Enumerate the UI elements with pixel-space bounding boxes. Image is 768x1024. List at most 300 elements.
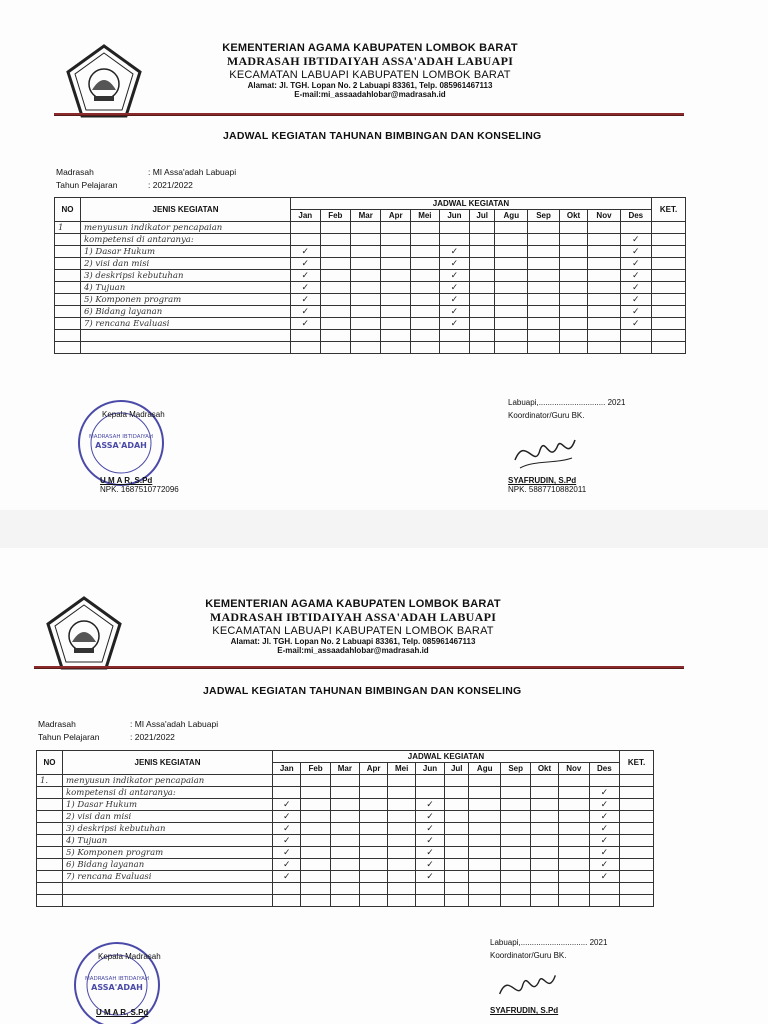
stamp-line2: ASSA'ADAH: [91, 983, 143, 992]
coordinator-signature-block: [490, 938, 607, 960]
stamp-line1: MADRASAH IBTIDAIYAH: [84, 976, 150, 982]
schedule-cell: [588, 342, 620, 354]
schedule-cell: [411, 222, 440, 234]
row-number: [55, 270, 81, 282]
madrasah-value: : MI Assa'adah Labuapi: [148, 167, 237, 177]
schedule-cell: [495, 258, 528, 270]
note-cell: [652, 318, 686, 330]
table-row: [55, 294, 686, 306]
schedule-cell: [559, 318, 588, 330]
month-header: Mar: [351, 210, 381, 222]
schedule-cell: [381, 306, 411, 318]
schedule-cell: [469, 787, 501, 799]
note-cell: [652, 330, 686, 342]
coordinator-role: Koordinator/Guru BK.: [490, 951, 567, 960]
document-page-1: [0, 0, 768, 510]
head-role: Kepala Madrasah: [98, 952, 161, 961]
schedule-cell: [301, 883, 330, 895]
schedule-cell: ✓: [439, 270, 469, 282]
schedule-cell: [588, 234, 620, 246]
month-header: Apr: [359, 763, 387, 775]
row-number: [55, 246, 81, 258]
col-activity-header: JENIS KEGIATAN: [63, 751, 273, 775]
activity-cell: 6) Bidang layanan: [81, 306, 291, 318]
schedule-cell: [531, 835, 559, 847]
schedule-cell: ✓: [620, 270, 651, 282]
schedule-cell: [558, 871, 589, 883]
schedule-cell: [469, 859, 501, 871]
schedule-cell: [589, 883, 619, 895]
row-number: [37, 799, 63, 811]
table-row: [55, 282, 686, 294]
schedule-cell: [470, 330, 495, 342]
schedule-cell: [320, 282, 350, 294]
table-row: [37, 823, 654, 835]
document-title: JADWAL KEGIATAN TAHUNAN BIMBINGAN DAN KONSELING: [203, 685, 522, 697]
note-cell: [620, 847, 654, 859]
note-cell: [652, 342, 686, 354]
month-header: Feb: [301, 763, 330, 775]
schedule-cell: ✓: [415, 835, 444, 847]
schedule-cell: [381, 270, 411, 282]
note-cell: [620, 871, 654, 883]
schedule-cell: [528, 246, 559, 258]
col-no-header: NO: [55, 198, 81, 222]
month-header: Sep: [528, 210, 559, 222]
schedule-cell: [320, 294, 350, 306]
schedule-cell: [559, 222, 588, 234]
schedule-cell: [359, 859, 387, 871]
schedule-cell: [388, 871, 416, 883]
schedule-cell: ✓: [620, 294, 651, 306]
schedule-cell: [501, 895, 531, 907]
schedule-cell: ✓: [589, 847, 619, 859]
schedule-cell: [330, 799, 359, 811]
schedule-cell: ✓: [415, 859, 444, 871]
row-number: [55, 306, 81, 318]
schedule-cell: [301, 787, 330, 799]
schedule-cell: ✓: [620, 318, 651, 330]
letterhead: [158, 598, 548, 655]
activity-cell: 2) visi dan misi: [63, 811, 273, 823]
schedule-cell: [588, 294, 620, 306]
month-header: Jun: [439, 210, 469, 222]
schedule-cell: [359, 787, 387, 799]
schedule-cell: [388, 787, 416, 799]
schedule-cell: ✓: [273, 859, 301, 871]
schedule-cell: [470, 270, 495, 282]
ministry-logo-icon: [66, 44, 142, 120]
schedule-cell: [381, 222, 411, 234]
stamp-line1: MADRASAH IBTIDAIYAH: [88, 434, 154, 440]
note-cell: [620, 823, 654, 835]
schedule-cell: [381, 282, 411, 294]
schedule-cell: [469, 895, 501, 907]
schedule-cell: [359, 883, 387, 895]
schedule-cell: [445, 811, 469, 823]
schedule-cell: [559, 342, 588, 354]
row-number: [55, 234, 81, 246]
schedule-cell: [359, 847, 387, 859]
schedule-cell: [559, 306, 588, 318]
row-number: [37, 895, 63, 907]
row-number: 1.: [37, 775, 63, 787]
schedule-cell: [320, 246, 350, 258]
schedule-cell: [359, 871, 387, 883]
schedule-cell: [588, 246, 620, 258]
schedule-cell: [445, 799, 469, 811]
row-number: [37, 811, 63, 823]
schedule-cell: [559, 294, 588, 306]
madrasah-value: : MI Assa'adah Labuapi: [130, 719, 219, 729]
schedule-cell: [588, 258, 620, 270]
note-cell: [620, 787, 654, 799]
year-value: : 2021/2022: [148, 180, 193, 190]
month-header: Nov: [558, 763, 589, 775]
activity-cell: 5) Komponen program: [63, 847, 273, 859]
schedule-cell: [330, 871, 359, 883]
schedule-cell: [320, 342, 350, 354]
schedule-cell: [445, 859, 469, 871]
col-no-header: NO: [37, 751, 63, 775]
schedule-cell: [411, 246, 440, 258]
schedule-cell: [273, 787, 301, 799]
schedule-cell: ✓: [415, 847, 444, 859]
coordinator-name-block: [490, 1006, 558, 1015]
schedule-cell: [528, 294, 559, 306]
year-label: Tahun Pelajaran: [38, 732, 100, 742]
schedule-cell: [620, 342, 651, 354]
schedule-cell: [469, 775, 501, 787]
schedule-cell: [273, 775, 301, 787]
letterhead-rule: [54, 113, 684, 116]
row-number: [37, 871, 63, 883]
note-cell: [620, 811, 654, 823]
note-cell: [652, 270, 686, 282]
schedule-cell: [558, 775, 589, 787]
note-cell: [652, 222, 686, 234]
schedule-cell: [495, 282, 528, 294]
head-name: U M A R, S.Pd: [100, 476, 153, 485]
schedule-cell: [531, 859, 559, 871]
schedule-cell: [351, 222, 381, 234]
schedule-cell: [469, 811, 501, 823]
table-row: [55, 270, 686, 282]
schedule-cell: [351, 234, 381, 246]
activity-cell: 1) Dasar Hukum: [63, 799, 273, 811]
schedule-cell: [558, 787, 589, 799]
schedule-cell: [359, 835, 387, 847]
schedule-cell: [470, 306, 495, 318]
schedule-cell: [528, 282, 559, 294]
row-number: [37, 787, 63, 799]
schedule-cell: ✓: [620, 282, 651, 294]
schedule-cell: ✓: [439, 306, 469, 318]
schedule-cell: [470, 282, 495, 294]
schedule-table: [36, 750, 654, 907]
table-row: [37, 775, 654, 787]
schedule-cell: [301, 859, 330, 871]
schedule-cell: [411, 306, 440, 318]
note-cell: [652, 258, 686, 270]
month-header: Agu: [495, 210, 528, 222]
schedule-cell: [351, 330, 381, 342]
schedule-cell: ✓: [273, 823, 301, 835]
schedule-cell: [415, 775, 444, 787]
row-number: 1: [55, 222, 81, 234]
activity-cell: menyusun indikator pencapaian: [63, 775, 273, 787]
schedule-cell: [415, 787, 444, 799]
month-header: Jul: [445, 763, 469, 775]
head-name-block: [100, 476, 179, 494]
schedule-cell: [501, 799, 531, 811]
schedule-cell: [330, 811, 359, 823]
table-row: [37, 835, 654, 847]
schedule-cell: ✓: [415, 871, 444, 883]
ministry-name: KEMENTERIAN AGAMA KABUPATEN LOMBOK BARAT: [222, 42, 518, 54]
schedule-cell: [531, 787, 559, 799]
note-cell: [620, 883, 654, 895]
table-row: [55, 222, 686, 234]
schedule-cell: [501, 883, 531, 895]
table-row: [55, 246, 686, 258]
schedule-cell: [445, 871, 469, 883]
stamp-line2: ASSA'ADAH: [95, 441, 147, 450]
table-row: [37, 847, 654, 859]
row-number: [55, 294, 81, 306]
activity-cell: 3) deskripsi kebutuhan: [81, 270, 291, 282]
schedule-cell: [469, 883, 501, 895]
activity-cell: 4) Tujuan: [81, 282, 291, 294]
address: Alamat: Jl. TGH. Lopan No. 2 Labuapi 83361, Telp. 085961467113: [247, 81, 493, 90]
schedule-cell: ✓: [273, 835, 301, 847]
schedule-cell: ✓: [291, 282, 321, 294]
schedule-cell: ✓: [291, 318, 321, 330]
schedule-cell: [388, 835, 416, 847]
month-header: Des: [620, 210, 651, 222]
table-row: [37, 811, 654, 823]
schedule-cell: [415, 883, 444, 895]
district-name: KECAMATAN LABUAPI KABUPATEN LOMBOK BARAT: [212, 625, 494, 637]
row-number: [55, 258, 81, 270]
activity-cell: 5) Komponen program: [81, 294, 291, 306]
activity-cell: [63, 895, 273, 907]
schedule-cell: [501, 835, 531, 847]
activity-cell: [81, 342, 291, 354]
schedule-cell: [495, 294, 528, 306]
activity-cell: [81, 330, 291, 342]
schedule-cell: [320, 258, 350, 270]
schedule-cell: [330, 895, 359, 907]
schedule-cell: [469, 871, 501, 883]
schedule-cell: [531, 811, 559, 823]
schedule-cell: [445, 823, 469, 835]
schedule-cell: [501, 811, 531, 823]
schedule-cell: [273, 895, 301, 907]
col-schedule-header: JADWAL KEGIATAN: [273, 751, 620, 763]
month-header: Jan: [273, 763, 301, 775]
schedule-cell: [381, 258, 411, 270]
schedule-cell: ✓: [439, 258, 469, 270]
schedule-cell: [589, 895, 619, 907]
activity-cell: menyusun indikator pencapaian: [81, 222, 291, 234]
coordinator-name-block: [508, 476, 586, 494]
address: Alamat: Jl. TGH. Lopan No. 2 Labuapi 83361, Telp. 085961467113: [230, 637, 476, 646]
coordinator-signature-icon: [495, 966, 560, 1008]
schedule-cell: [495, 330, 528, 342]
schedule-cell: [445, 847, 469, 859]
schedule-cell: [351, 318, 381, 330]
schedule-cell: [559, 282, 588, 294]
schedule-cell: [351, 270, 381, 282]
schedule-cell: [589, 775, 619, 787]
schedule-cell: [381, 318, 411, 330]
schedule-cell: [588, 306, 620, 318]
schedule-cell: [588, 282, 620, 294]
schedule-cell: [381, 294, 411, 306]
schedule-cell: [439, 330, 469, 342]
col-activity-header: JENIS KEGIATAN: [81, 198, 291, 222]
schedule-cell: [559, 330, 588, 342]
email: E-mail:mi_assaadahlobar@madrasah.id: [277, 646, 429, 655]
schedule-cell: [501, 847, 531, 859]
schedule-cell: [501, 871, 531, 883]
schedule-cell: [588, 330, 620, 342]
schedule-cell: [558, 847, 589, 859]
schedule-cell: ✓: [291, 246, 321, 258]
note-cell: [652, 282, 686, 294]
month-header: Mei: [388, 763, 416, 775]
district-name: KECAMATAN LABUAPI KABUPATEN LOMBOK BARAT: [229, 69, 511, 81]
schedule-cell: [388, 847, 416, 859]
note-cell: [620, 859, 654, 871]
schedule-cell: ✓: [589, 799, 619, 811]
madrasah-label: Madrasah: [56, 167, 94, 177]
coordinator-name: SYAFRUDIN, S.Pd: [490, 1006, 559, 1015]
schedule-cell: [388, 823, 416, 835]
schedule-cell: [291, 330, 321, 342]
schedule-cell: [381, 234, 411, 246]
schedule-cell: ✓: [273, 847, 301, 859]
schedule-cell: [381, 246, 411, 258]
schedule-cell: [501, 787, 531, 799]
schedule-cell: ✓: [439, 282, 469, 294]
schedule-cell: [330, 787, 359, 799]
ministry-name: KEMENTERIAN AGAMA KABUPATEN LOMBOK BARAT: [205, 598, 501, 610]
year-label: Tahun Pelajaran: [56, 180, 118, 190]
month-header: Nov: [588, 210, 620, 222]
table-row: [37, 871, 654, 883]
email: E-mail:mi_assaadahlobar@madrasah.id: [294, 90, 446, 99]
schedule-cell: [469, 847, 501, 859]
schedule-cell: [320, 318, 350, 330]
schedule-cell: [445, 895, 469, 907]
schedule-cell: [415, 895, 444, 907]
schedule-cell: [411, 258, 440, 270]
row-number: [55, 282, 81, 294]
schedule-cell: ✓: [589, 871, 619, 883]
table-row: [55, 330, 686, 342]
schedule-cell: [439, 222, 469, 234]
letterhead: [180, 42, 560, 99]
activity-cell: kompetensi di antaranya:: [81, 234, 291, 246]
schedule-cell: [301, 799, 330, 811]
note-cell: [620, 895, 654, 907]
activity-cell: 7) rencana Evaluasi: [63, 871, 273, 883]
year-value: : 2021/2022: [130, 732, 175, 742]
schedule-cell: ✓: [589, 787, 619, 799]
schedule-cell: [559, 246, 588, 258]
table-row: [55, 306, 686, 318]
col-note-header: KET.: [620, 751, 654, 775]
schedule-cell: [531, 883, 559, 895]
month-header: Des: [589, 763, 619, 775]
month-header: Okt: [531, 763, 559, 775]
schedule-cell: [528, 258, 559, 270]
schedule-cell: [411, 330, 440, 342]
schedule-cell: [330, 847, 359, 859]
schedule-cell: [528, 234, 559, 246]
schedule-cell: [501, 823, 531, 835]
schedule-cell: [301, 775, 330, 787]
schedule-cell: [351, 282, 381, 294]
document-page-2: [0, 548, 768, 1024]
schedule-cell: [531, 799, 559, 811]
table-row: [55, 258, 686, 270]
note-cell: [652, 306, 686, 318]
schedule-cell: ✓: [620, 306, 651, 318]
schedule-cell: ✓: [439, 246, 469, 258]
activity-cell: 6) Bidang layanan: [63, 859, 273, 871]
schedule-cell: [439, 342, 469, 354]
schedule-cell: [495, 246, 528, 258]
schedule-cell: [439, 234, 469, 246]
schedule-cell: [273, 883, 301, 895]
schedule-cell: [531, 847, 559, 859]
schedule-cell: [620, 330, 651, 342]
activity-cell: 7) rencana Evaluasi: [81, 318, 291, 330]
school-name: MADRASAH IBTIDAIYAH ASSA'ADAH LABUAPI: [226, 54, 514, 68]
schedule-cell: [359, 775, 387, 787]
schedule-cell: [445, 883, 469, 895]
schedule-cell: [411, 294, 440, 306]
month-header: Apr: [381, 210, 411, 222]
madrasah-label: Madrasah: [38, 719, 76, 729]
schedule-cell: ✓: [620, 258, 651, 270]
schedule-cell: [291, 234, 321, 246]
schedule-cell: [330, 775, 359, 787]
schedule-cell: [558, 859, 589, 871]
head-role: Kepala Madrasah: [102, 410, 165, 419]
schedule-cell: [351, 246, 381, 258]
schedule-cell: [330, 835, 359, 847]
schedule-cell: [470, 222, 495, 234]
schedule-cell: [411, 342, 440, 354]
row-number: [37, 823, 63, 835]
schedule-cell: [330, 883, 359, 895]
row-number: [37, 847, 63, 859]
row-number: [37, 835, 63, 847]
schedule-cell: [495, 234, 528, 246]
schedule-cell: [388, 883, 416, 895]
schedule-cell: [388, 775, 416, 787]
table-row: [37, 895, 654, 907]
schedule-cell: [588, 222, 620, 234]
schedule-cell: [301, 835, 330, 847]
schedule-cell: ✓: [291, 306, 321, 318]
schedule-cell: ✓: [291, 294, 321, 306]
schedule-cell: [470, 234, 495, 246]
